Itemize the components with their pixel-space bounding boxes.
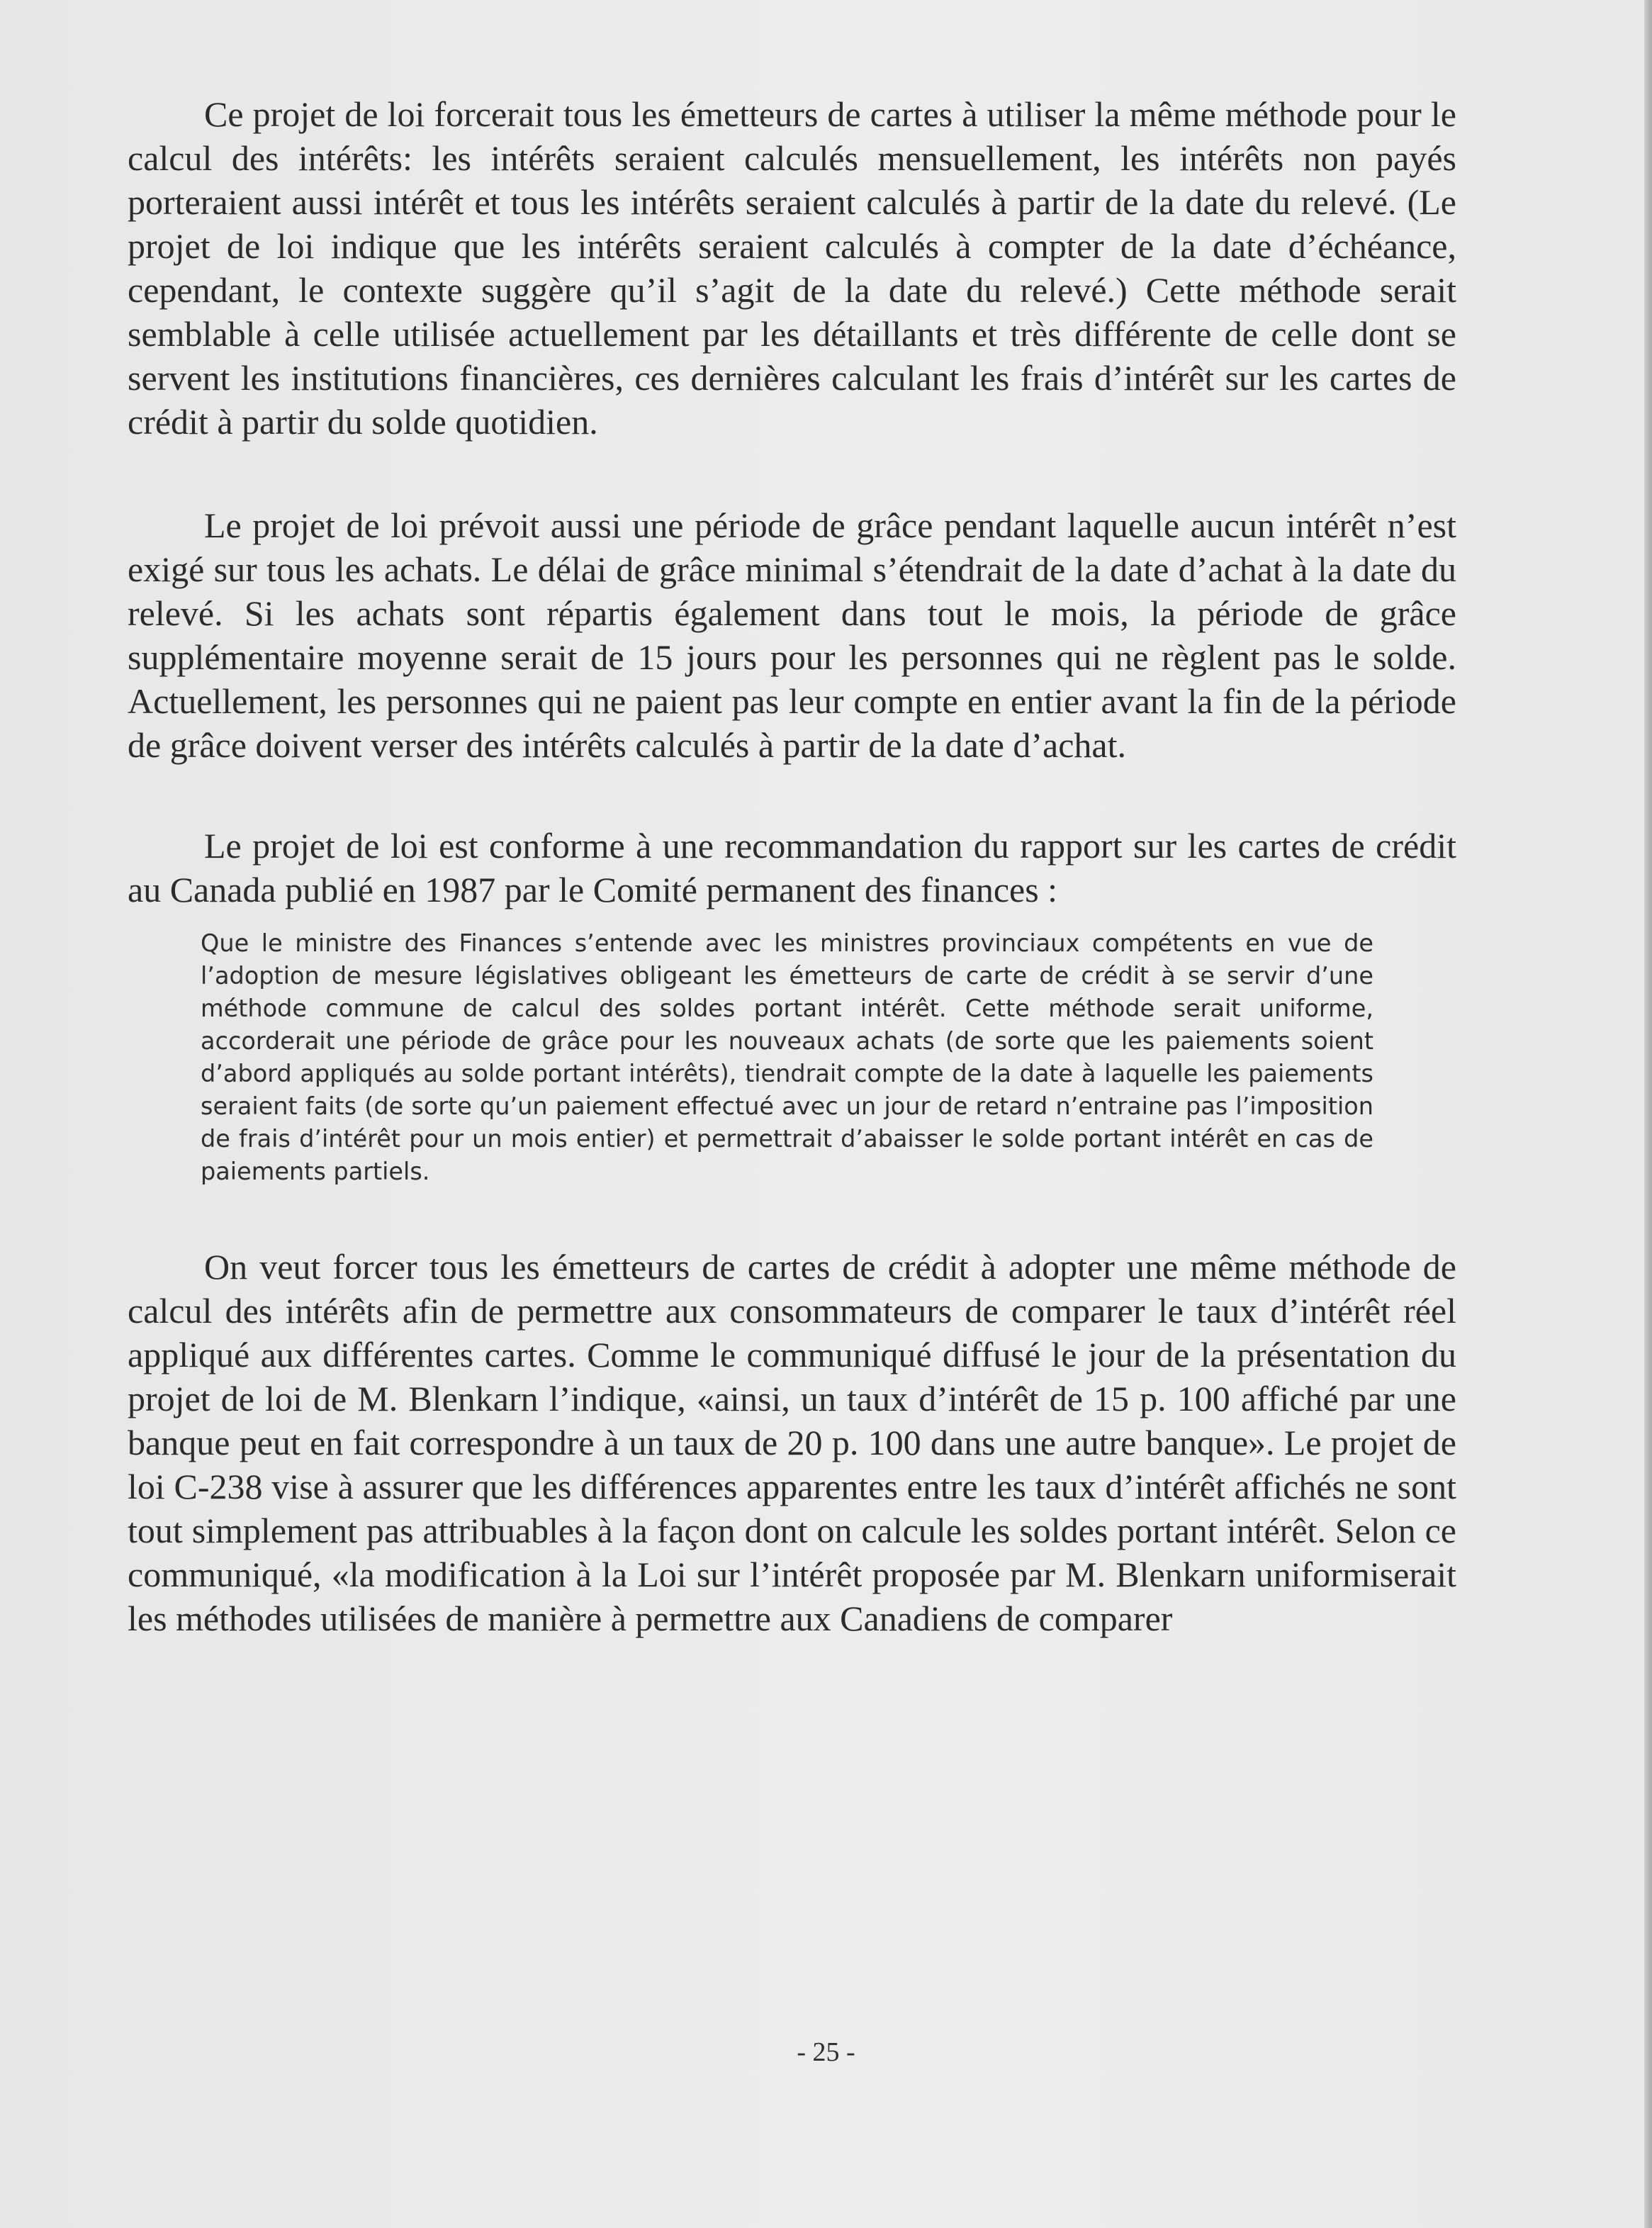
page-number: - 25 -	[797, 2037, 855, 2067]
block-quote-recommendation: Que le ministre des Finances s’entende avec les ministres provinciaux compétents en vue de l’adoption de mesure législatives obligeant les émetteurs de carte de crédit à se servir d’une méthode commune de calcul des soldes portant intérêt. Cette méthode serait uniforme, accorderait une période de grâce pour les nouveaux achats (de sorte que les paiements soient d’abord appliqués au solde portant intérêts), tiendrait compte de la date à laquelle les paiements seraient faits (de sorte qu’un paiement effectué avec un jour de retard n’entraine pas l’imposition de frais d’intérêt pour un mois entier) et permettrait d’abaisser le solde portant intérêt en cas de paiements partiels.	[201, 929, 1373, 1185]
paragraph-2: Le projet de loi prévoit aussi une période de grâce pendant laquelle aucun intérêt n’est exigé sur tous les achats. Le délai de grâce minimal s’étendrait de la date d’achat à la date du relevé. Si les achats sont répartis également dans tout le mois, la période de grâce supplémentaire moyenne serait de 15 jours pour les personnes qui ne règlent pas le solde. Actuellement, les personnes qui ne paient pas leur compte en entier avant la fin de la période de grâce doivent verser des intérêts calculés à partir de la date d’achat.	[128, 505, 1456, 765]
paragraph-4: On veut forcer tous les émetteurs de cartes de crédit à adopter une même méthode de calcul des intérêts afin de permettre aux consommateurs de comparer le taux d’intérêt réel appliqué aux différentes cartes. Comme le communiqué diffusé le jour de la présentation du projet de loi de M. Blenkarn l’indique, «ainsi, un taux d’intérêt de 15 p. 100 affiché par une banque peut en fait correspondre à un taux de 20 p. 100 dans une autre banque». Le projet de loi C-238 vise à assurer que les différences apparentes entre les taux d’intérêt affichés ne sont tout simplement pas attribuables à la façon dont on calcule les soldes portant intérêt. Selon ce communiqué, «la modification à la Loi sur l’intérêt proposée par M. Blenkarn uniformiserait les méthodes utilisées de manière à permettre aux Canadiens de comparer	[128, 1247, 1456, 1638]
page-body	[128, 92, 1456, 1640]
paragraph-1: Ce projet de loi forcerait tous les émetteurs de cartes à utiliser la même méthode pour le calcul des intérêts: les intérêts seraient calculés mensuellement, les intérêts non payés porteraient aussi intérêt et tous les intérêts seraient calculés à partir de la date du relevé. (Le projet de loi indique que les intérêts seraient calculés à compter de la date d’échéance, cependant, le contexte suggère qu’il s’agit de la date du relevé.) Cette méthode serait semblable à celle utilisée actuellement par les détaillants et très différente de celle dont se servent les institutions financières, ces dernières calculant les frais d’intérêt sur les cartes de crédit à partir du solde quotidien.	[128, 94, 1456, 442]
paragraph-3: Le projet de loi est conforme à une recommandation du rapport sur les cartes de crédit au Canada publié en 1987 par le Comité permanent des finances :	[128, 826, 1456, 909]
scan-edge-shadow	[1644, 0, 1652, 2228]
